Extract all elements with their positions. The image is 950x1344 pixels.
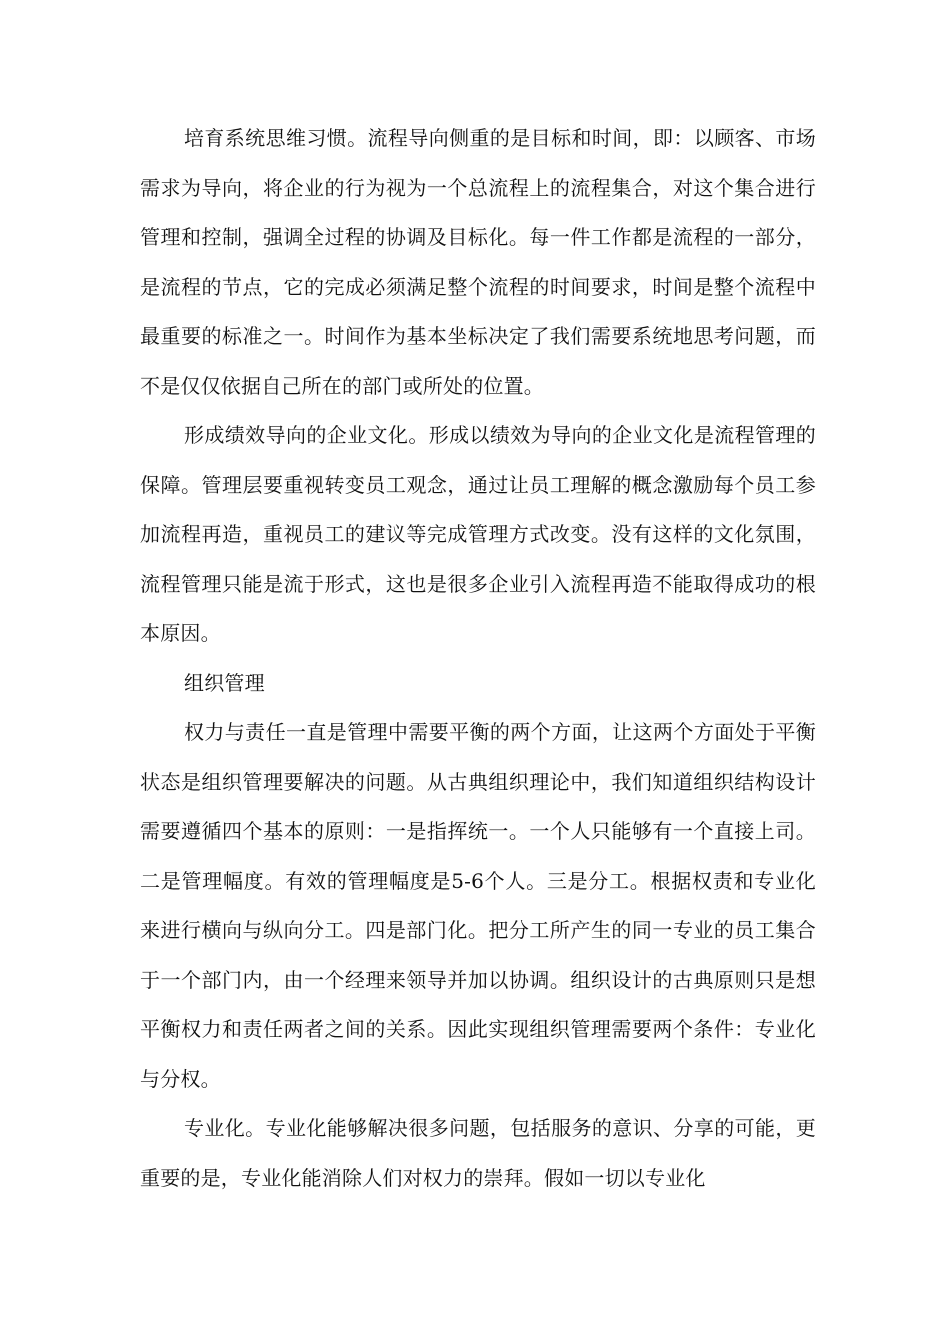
section-heading-organization-management: 组织管理: [184, 670, 265, 695]
paragraph-performance-culture: 形成绩效导向的企业文化。形成以绩效为导向的企业文化是流程管理的保障。管理层要重视转变员工观念，通过让员工理解的概念激励每个员工参加流程再造，重视员工的建议等完成管理方式改变。没有这样的文化氛围，流程管理只能是流于形式，这也是很多企业引入流程再造不能取得成功的根本原因。: [140, 423, 816, 645]
paragraph-system-thinking: 培育系统思维习惯。流程导向侧重的是目标和时间，即：以顾客、市场需求为导向，将企业的行为视为一个总流程上的流程集合，对这个集合进行管理和控制，强调全过程的协调及目标化。每一件工作都是流程的一部分，是流程的节点，它的完成必须满足整个流程的时间要求，时间是整个流程中最重要的标准之一。时间作为基本坐标决定了我们需要系统地思考问题，而不是仅仅依据自己所在的部门或所处的位置。: [140, 126, 816, 398]
paragraph-specialization: 专业化。专业化能够解决很多问题，包括服务的意识、分享的可能，更重要的是，专业化能消除人们对权力的崇拜。假如一切以专业化: [140, 1116, 816, 1190]
document-page: [140, 114, 816, 1203]
paragraph-power-responsibility: 权力与责任一直是管理中需要平衡的两个方面，让这两个方面处于平衡状态是组织管理要解决的问题。从古典组织理论中，我们知道组织结构设计需要遵循四个基本的原则：一是指挥统一。一个人只能够有一个直接上司。二是管理幅度。有效的管理幅度是5-6个人。三是分工。根据权责和专业化来进行横向与纵向分工。四是部门化。把分工所产生的同一专业的员工集合于一个部门内，由一个经理来领导并加以协调。组织设计的古典原则只是想平衡权力和责任两者之间的关系。因此实现组织管理需要两个条件：专业化与分权。: [140, 720, 816, 1091]
